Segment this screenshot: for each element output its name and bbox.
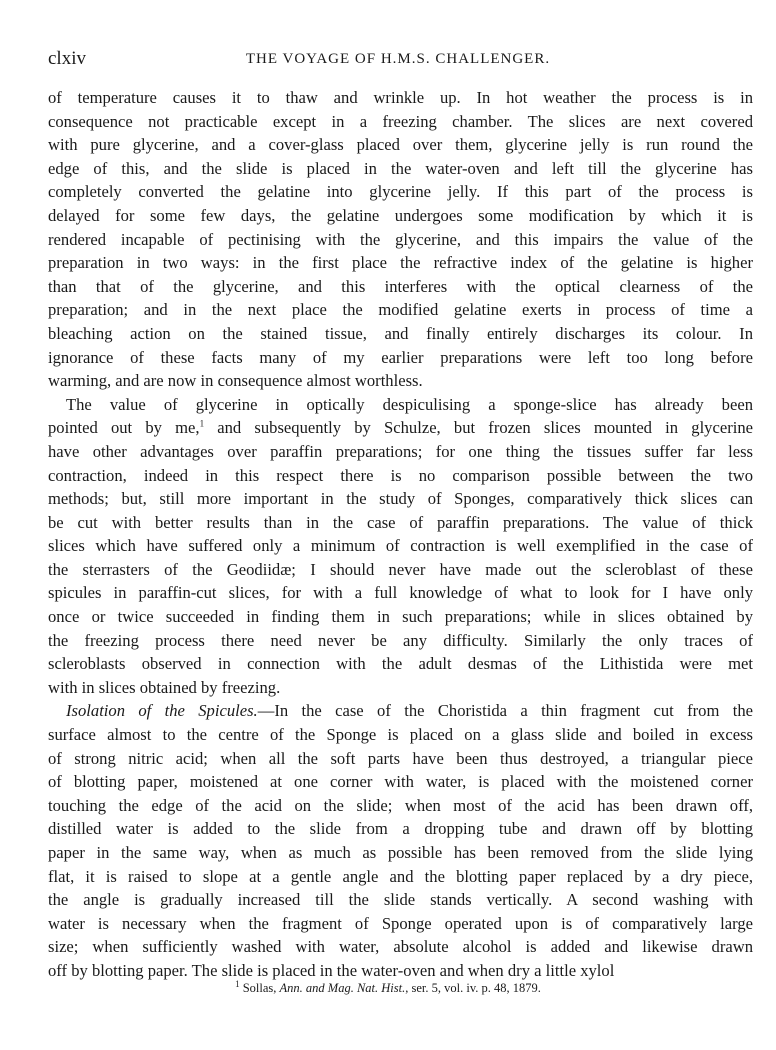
text-line: bleaching action on the stained tissue, and finally entirely discharges its colour. In — [48, 323, 753, 343]
text-line: slices which have suffered only a minimum of contraction is well exemplified in the case of — [48, 536, 753, 556]
text-line: of strong nitric acid; when all the soft parts have been thus destroyed, a triangular piece — [48, 748, 753, 768]
text-line: delayed for some few days, the gelatine undergoes some modification by which it is — [48, 205, 753, 225]
text-line: spicules in paraffin-cut slices, for with a full knowledge of what to look for I have only — [48, 583, 753, 603]
footnote-author: Sollas, — [242, 981, 280, 995]
text-line: off by blotting paper. The slide is placed in the water-oven and when dry a little xylol — [48, 960, 615, 980]
text-line: the freezing process there need never be any difficulty. Similarly the only traces of — [48, 630, 753, 650]
text-line: contraction, indeed in this respect there is no comparison possible between the two — [48, 465, 753, 485]
running-title: THE VOYAGE OF H.M.S. CHALLENGER. — [245, 51, 551, 67]
footnote-journal: Ann. and Mag. Nat. Hist. — [279, 981, 406, 995]
text-line: paper in the same way, when as much as possible has been removed from the slide lying — [48, 843, 753, 862]
text-line: the sterrasters of the Geodiidæ; I should never have made out the scleroblast of these — [48, 559, 753, 579]
paragraph-1 — [48, 86, 753, 393]
text-line: have other advantages over paraffin preparations; for one thing the tissues suffer far less — [48, 441, 753, 461]
text-line: rendered incapable of pectinising with the glycerine, and this impairs the value of the — [48, 229, 753, 249]
footnote-marker: 1 — [199, 418, 205, 429]
footnote-marker: 1 — [235, 978, 240, 989]
text-fragment: —In the case of the Choristida a thin fragment cut from the — [257, 701, 753, 721]
text-line: of blotting paper, moistened at one corner with water, is placed with the moistened corner — [48, 772, 753, 792]
page-body — [48, 86, 753, 983]
text-line: completely converted the gelatine into glycerine jelly. If this part of the process is — [48, 182, 753, 202]
text-line: than that of the glycerine, and this interferes with the optical clearness of the — [48, 276, 753, 296]
text-line: be cut with better results than in the case of paraffin preparations. The value of thick — [48, 512, 753, 532]
text-line: warming, and are now in consequence almost worthless. — [48, 371, 423, 391]
text-line — [48, 416, 753, 440]
section-heading: Isolation of the Spicules. — [66, 701, 258, 721]
text-fragment: and subsequently by Schulze, but frozen slices mounted in glycerine — [217, 418, 753, 438]
text-line: edge of this, and the slide is placed in the water-oven and left till the glycerine has — [48, 158, 753, 178]
text-line: size; when sufficiently washed with water, absolute alcohol is added and likewise drawn — [48, 937, 753, 957]
text-line: with in slices obtained by freezing. — [48, 677, 281, 697]
paragraph-2 — [48, 393, 753, 700]
text-line: water is necessary when the fragment of Sponge operated upon is of comparatively large — [48, 913, 753, 933]
text-line: preparation; and in the next place the modified gelatine exerts in process of time a — [48, 300, 753, 320]
text-line: preparation in two ways: in the first place the refractive index of the gelatine is higher — [48, 253, 753, 273]
paragraph-3 — [48, 699, 753, 982]
text-line: The value of glycerine in optically despiculising a sponge-slice has already been — [66, 394, 753, 414]
text-line: with pure glycerine, and a cover-glass placed over them, glycerine jelly is run round the — [48, 135, 753, 155]
text-line: of temperature causes it to thaw and wrinkle up. In hot weather the process is in — [48, 88, 753, 107]
footnote-citation: , ser. 5, vol. iv. p. 48, 1879. — [405, 981, 541, 995]
text-line: once or twice succeeded in finding them in such preparations; while in slices obtained by — [48, 607, 753, 627]
text-fragment: pointed out by me, — [48, 418, 200, 438]
text-line: consequence not practicable except in a freezing chamber. The slices are next covered — [48, 111, 753, 131]
text-line: the angle is gradually increased till the slide stands vertically. A second washing with — [48, 890, 753, 910]
page-number: clxiv — [48, 48, 86, 69]
text-line — [48, 699, 753, 723]
text-line: touching the edge of the acid on the slide; when most of the acid has been drawn off, — [48, 795, 753, 815]
text-line: flat, it is raised to slope at a gentle angle and the blotting paper replaced by a dry piece, — [48, 866, 753, 886]
text-line: methods; but, still more important in the study of Sponges, comparatively thick slices can — [48, 489, 753, 509]
text-line: surface almost to the centre of the Sponge is placed on a glass slide and boiled in excess — [48, 725, 753, 745]
text-line: scleroblasts observed in connection with the adult desmas of the Lithistida were met — [48, 654, 753, 674]
text-line: ignorance of these facts many of my earlier preparations were left too long before — [48, 347, 753, 367]
text-line: distilled water is added to the slide from a dropping tube and drawn off by blotting — [48, 819, 753, 839]
footnote — [0, 978, 776, 996]
